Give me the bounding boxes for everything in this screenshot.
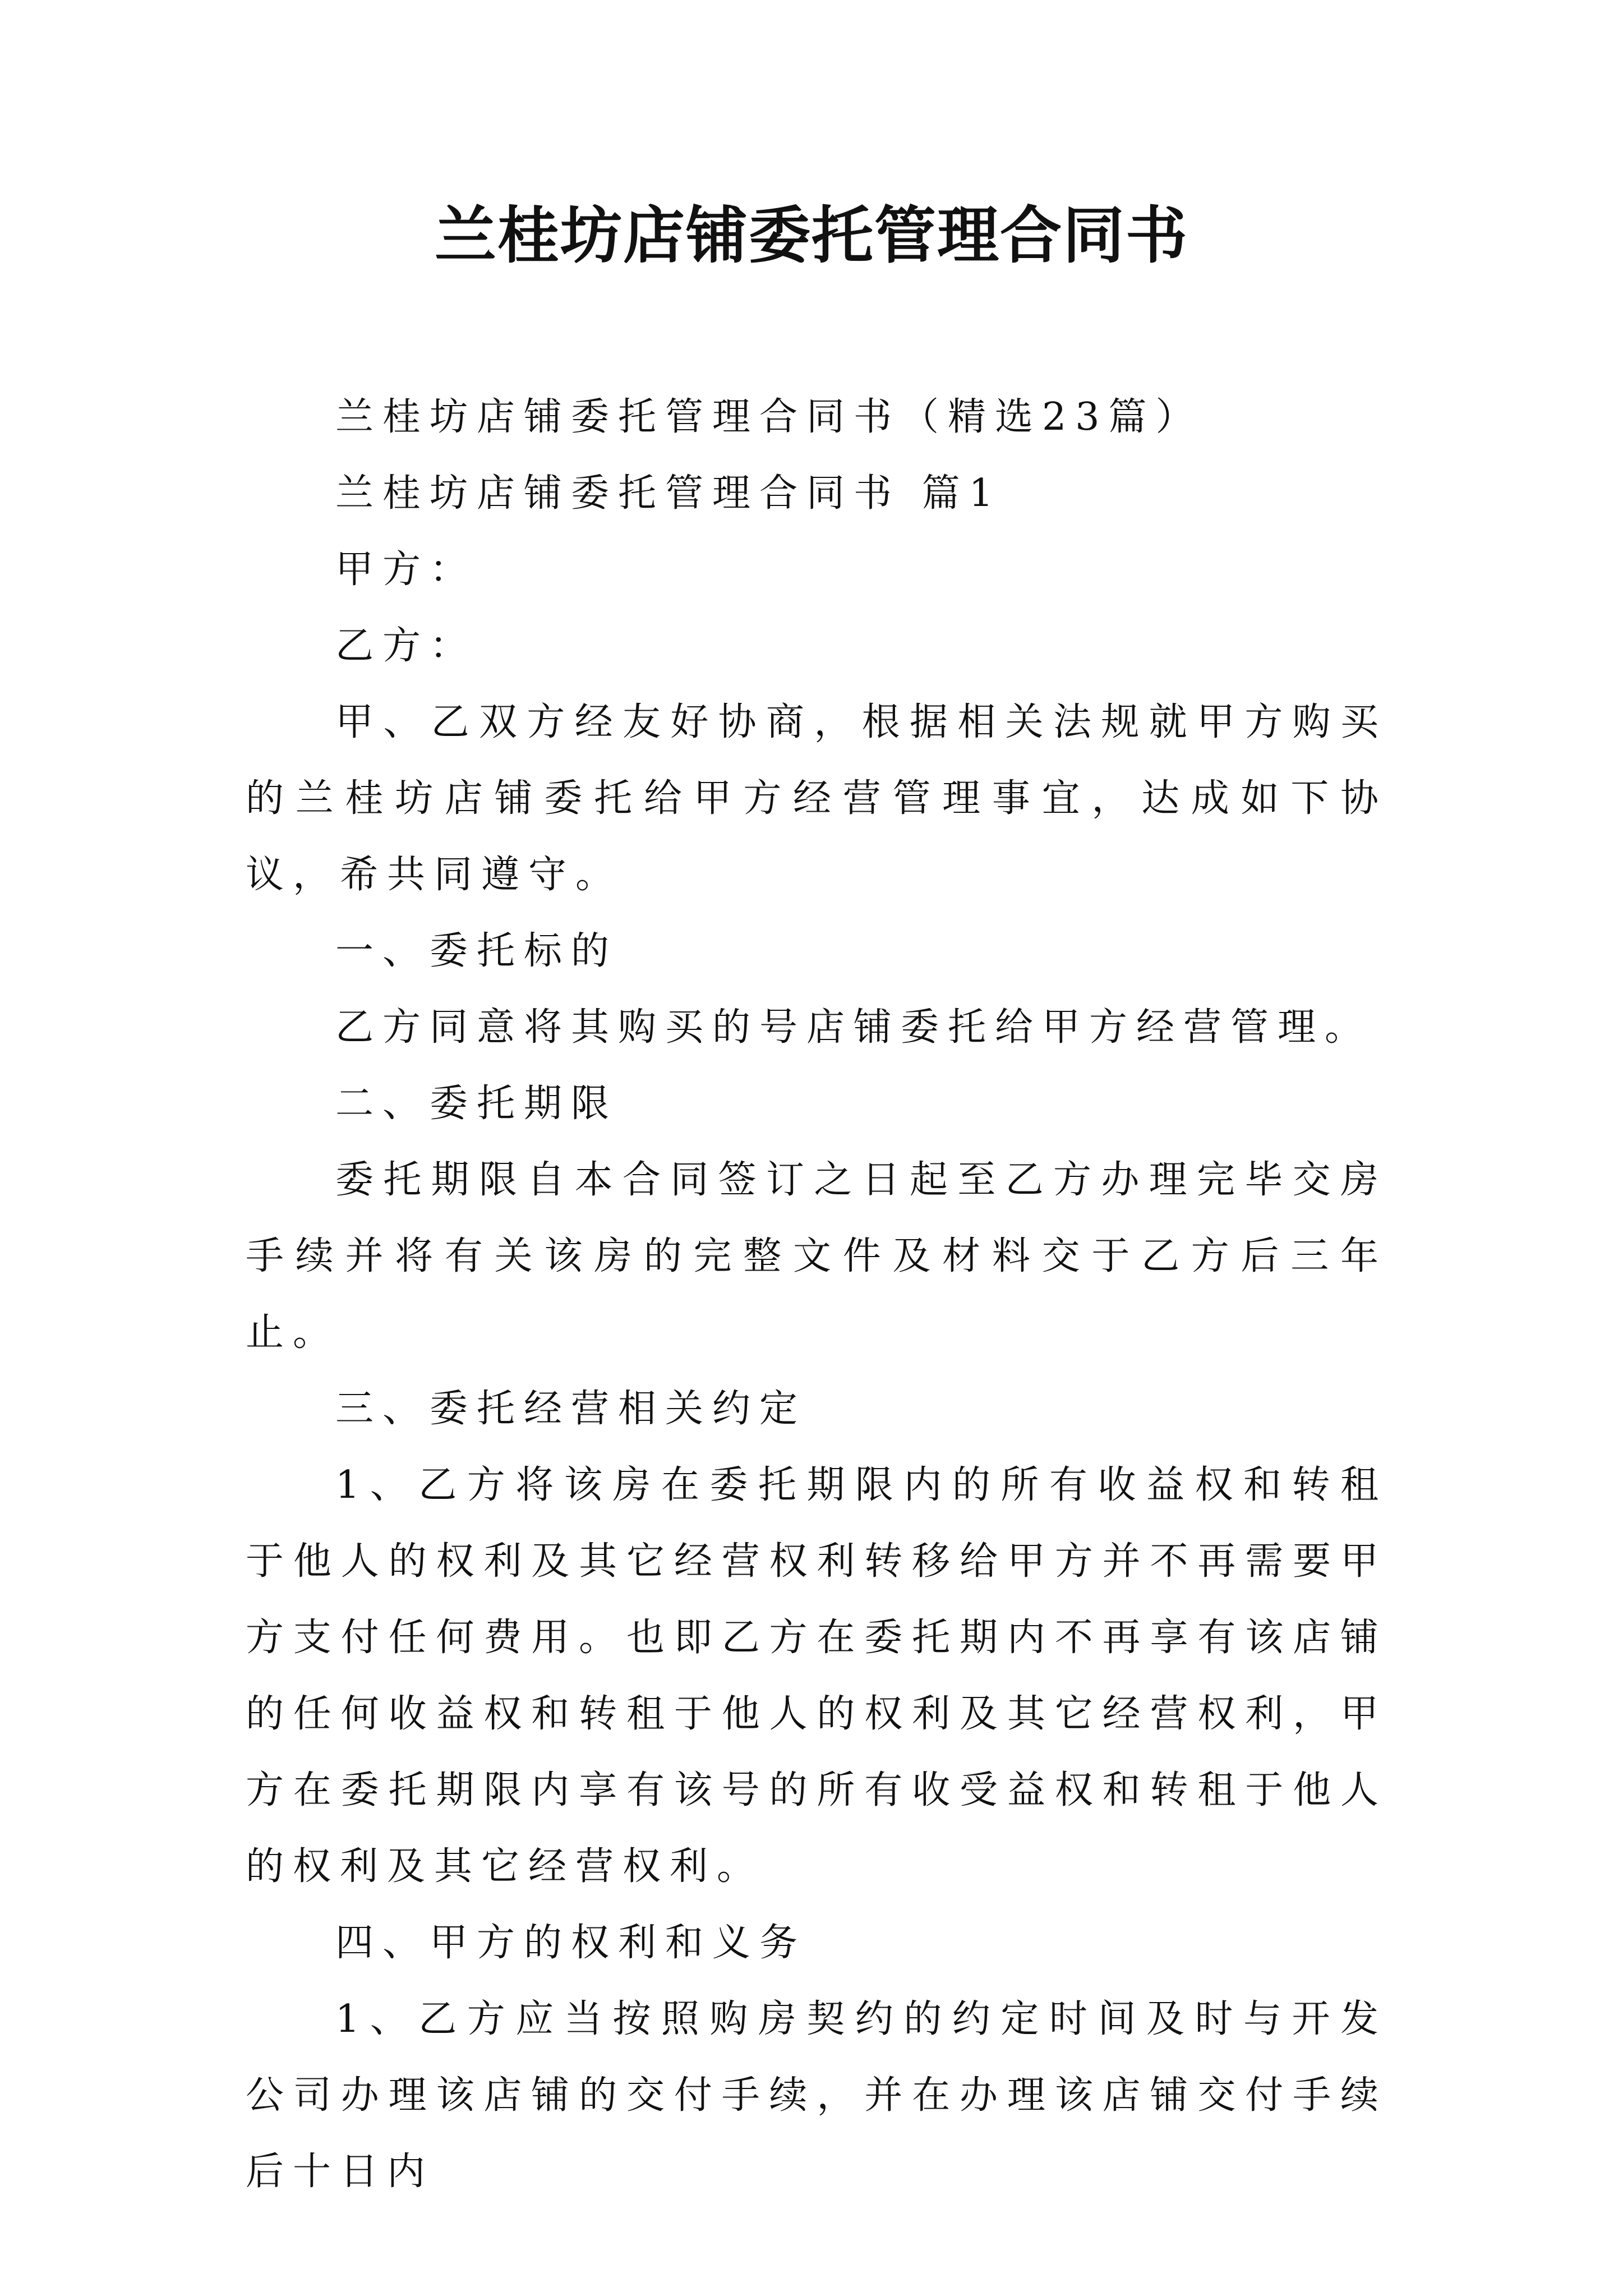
- clause-heading: 四、甲方的权利和义务: [335, 1921, 807, 1965]
- clause-heading: 三、委托经营相关约定: [335, 1387, 807, 1431]
- party-b-line: 乙方：: [335, 624, 477, 668]
- document-title: 兰桂坊店铺委托管理合同书: [435, 200, 1188, 272]
- intro-paragraph: 甲、乙双方经友好协商，根据相关法规就甲方购买的兰桂坊店铺委托给甲方经营管理事宜，达成如下协议，希共同遵守。: [246, 700, 1387, 897]
- clause-paragraph: 委托期限自本合同签订之日起至乙方办理完毕交房手续并将有关该房的完整文件及材料交于乙方后三年止。: [246, 1158, 1387, 1355]
- clause-heading: 一、委托标的: [335, 929, 619, 973]
- document-body: [246, 379, 1387, 2210]
- clause-paragraph: 1、乙方将该房在委托期限内的所有收益权和转租于他人的权利及其它经营权利转移给甲方并不再需要甲方支付任何费用。也即乙方在委托期内不再享有该店铺的任何收益权和转租于他人的权利及其它经营权利，甲方在委托期限内享有该号的所有收受益权和转租于他人的权利及其它经营权利。: [246, 1463, 1387, 1889]
- clause-heading: 二、委托期限: [335, 1082, 619, 1126]
- party-a-line: 甲方：: [335, 547, 477, 592]
- clause-paragraph: 乙方同意将其购买的号店铺委托给甲方经营管理。: [335, 1005, 1372, 1050]
- section-heading: 兰桂坊店铺委托管理合同书 篇1: [335, 471, 1002, 516]
- subtitle-paragraph: 兰桂坊店铺委托管理合同书（精选23篇）: [335, 395, 1203, 439]
- clause-paragraph: 1、乙方应当按照购房契约的约定时间及时与开发公司办理该店铺的交付手续，并在办理该店铺交付手续后十日内: [246, 1997, 1387, 2194]
